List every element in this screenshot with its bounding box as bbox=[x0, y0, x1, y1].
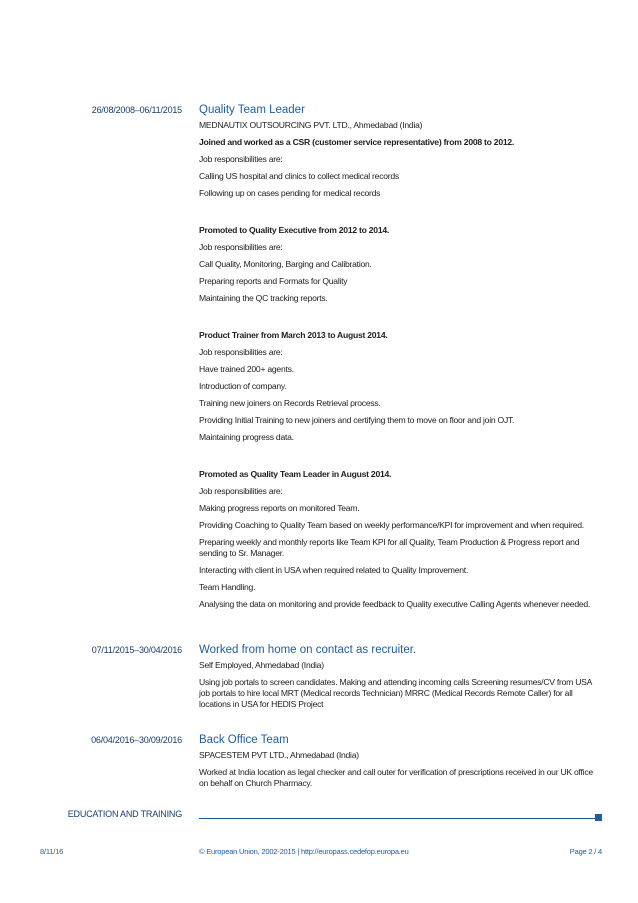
section-line: Following up on cases pending for medical records bbox=[199, 188, 381, 198]
section-heading: Promoted to Quality Executive from 2012 to 2014. bbox=[199, 225, 390, 235]
section-heading: Joined and worked as a CSR (customer service representative) from 2008 to 2012. bbox=[199, 137, 515, 147]
section-line: Call Quality, Monitoring, Barging and Calibration. bbox=[199, 259, 372, 269]
section-line: Job responsibilities are: bbox=[199, 154, 283, 164]
entry-description: Worked at India location as legal checker and call outer for verification of prescriptions received in our UK office on behalf on Church Pharmacy. bbox=[199, 767, 593, 788]
section-line: Analysing the data on monitoring and provide feedback to Quality executive Calling Agents whenever needed. bbox=[199, 599, 591, 609]
entry-title: Back Office Team bbox=[199, 734, 289, 746]
entry-content bbox=[199, 733, 604, 795]
section-line: Job responsibilities are: bbox=[199, 486, 283, 496]
section-heading: Product Trainer from March 2013 to August 2014. bbox=[199, 330, 388, 340]
section-line: Preparing weekly and monthly reports like Team KPI for all Quality, Team Production & Progress report and sending to Sr. Manager. bbox=[199, 537, 580, 558]
section-divider bbox=[199, 818, 595, 819]
section-line: Introduction of company. bbox=[199, 381, 287, 391]
entry-date: 06/04/2016–30/09/2016 bbox=[91, 735, 182, 745]
entry-title: Quality Team Leader bbox=[199, 104, 305, 116]
section-line: Maintaining progress data. bbox=[199, 432, 294, 442]
section-line: Maintaining the QC tracking reports. bbox=[199, 293, 328, 303]
entry-date: 26/08/2008–06/11/2015 bbox=[91, 105, 182, 115]
entry-content bbox=[199, 643, 604, 716]
entry-employer: Self Employed, Ahmedabad (India) bbox=[199, 660, 324, 670]
section-line: Have trained 200+ agents. bbox=[199, 364, 294, 374]
entry-employer: SPACESTEM PVT LTD., Ahmedabad (India) bbox=[199, 750, 359, 760]
section-line: Team Handling. bbox=[199, 582, 256, 592]
section-line: Making progress reports on monitored Team. bbox=[199, 503, 360, 513]
entry-content bbox=[199, 103, 604, 616]
section-line: Training new joiners on Records Retrieval process. bbox=[199, 398, 381, 408]
footer-date: 8/11/16 bbox=[40, 847, 64, 856]
section-line: Interacting with client in USA when required related to Quality Improvement. bbox=[199, 565, 469, 575]
section-line: Job responsibilities are: bbox=[199, 242, 283, 252]
entry-title: Worked from home on contact as recruiter. bbox=[199, 644, 417, 656]
footer-page-number: Page 2 / 4 bbox=[569, 847, 602, 856]
section-line: Job responsibilities are: bbox=[199, 347, 283, 357]
entry-employer: MEDNAUTIX OUTSOURCING PVT. LTD., Ahmedabad (India) bbox=[199, 120, 423, 130]
entry-description: Using job portals to screen candidates. Making and attending incoming calls Screening resumes/CV from USA job portals to hire local MRT (Medical records Technician) MRRC (Medical Records Remote Caller) for all locations in USA for HEDIS Project bbox=[199, 677, 592, 709]
section-marker-icon bbox=[595, 814, 602, 821]
education-heading: EDUCATION AND TRAINING bbox=[67, 809, 182, 819]
entry-date: 07/11/2015–30/04/2016 bbox=[91, 645, 182, 655]
section-line: Providing Coaching to Quality Team based on weekly performance/KPI for improvement and when required. bbox=[199, 520, 584, 530]
section-heading: Promoted as Quality Team Leader in August 2014. bbox=[199, 469, 392, 479]
section-line: Preparing reports and Formats for Quality bbox=[199, 276, 348, 286]
footer-copyright-link[interactable]: © European Union, 2002-2015 | http://europass.cedefop.europa.eu bbox=[199, 847, 409, 856]
section-line: Providing Initial Training to new joiners and certifying them to move on floor and join OJT. bbox=[199, 415, 515, 425]
section-line: Calling US hospital and clinics to collect medical records bbox=[199, 171, 399, 181]
